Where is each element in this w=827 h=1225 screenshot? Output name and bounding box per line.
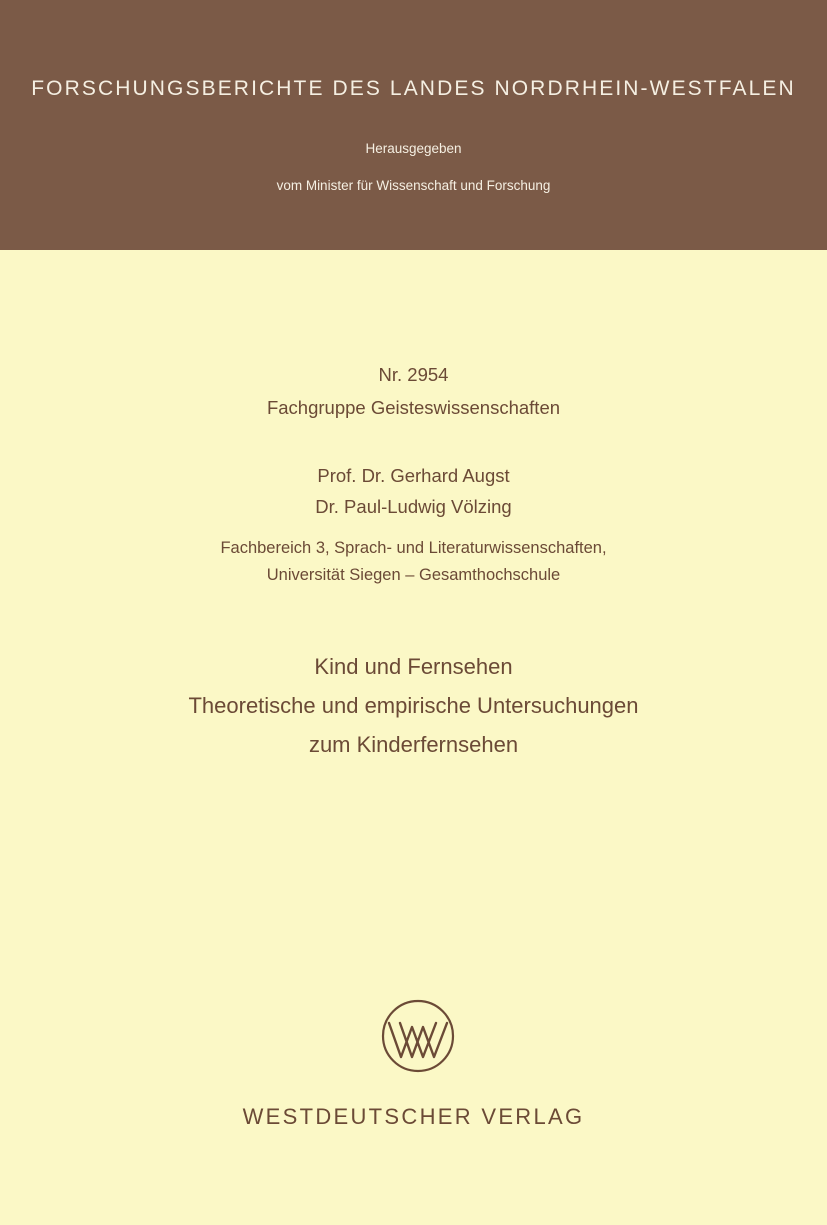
- series-title: FORSCHUNGSBERICHTE DES LANDES NORDRHEIN-WESTFALEN: [31, 77, 796, 100]
- book-title-line-1: Kind und Fernsehen: [314, 654, 513, 679]
- editor-line-2: vom Minister für Wissenschaft und Forschung: [276, 178, 551, 193]
- editor-line-1: Herausgegeben: [365, 141, 462, 156]
- author-name-1: Prof. Dr. Gerhard Augst: [317, 465, 510, 486]
- publisher-name: WESTDEUTSCHER VERLAG: [242, 1104, 585, 1129]
- book-title-line-2: Theoretische und empirische Untersuchungen: [188, 693, 639, 718]
- book-title-line-3: zum Kinderfernsehen: [308, 732, 519, 757]
- author-name-2: Dr. Paul-Ludwig Völzing: [315, 496, 512, 517]
- report-number: Nr. 2954: [378, 364, 449, 385]
- subject-group: Fachgruppe Geisteswissenschaften: [266, 397, 561, 418]
- affiliation-line-1: Fachbereich 3, Sprach- und Literaturwissenschaften,: [220, 539, 607, 557]
- header-band: [0, 0, 827, 250]
- ww-monogram-icon: [380, 998, 456, 1074]
- affiliation-line-2: Universität Siegen – Gesamthochschule: [266, 566, 561, 584]
